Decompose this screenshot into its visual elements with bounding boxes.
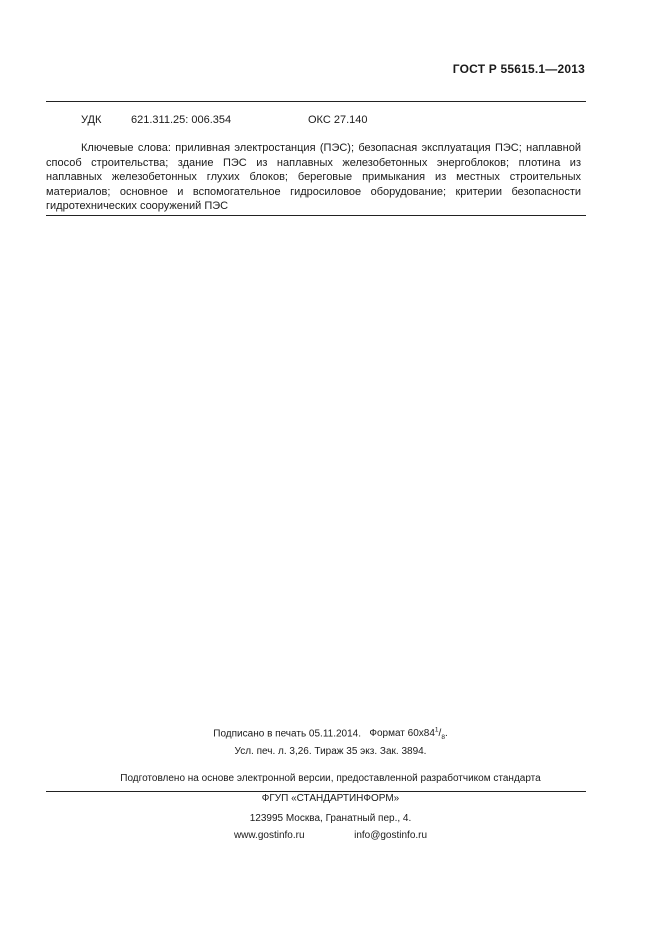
prepared-note: Подготовлено на основе электронной версии, предоставленной разработчиком стандарта bbox=[120, 773, 541, 784]
website-link[interactable]: www.gostinfo.ru bbox=[233, 830, 305, 841]
standard-code: ГОСТ Р 55615.1—2013 bbox=[452, 62, 585, 76]
keywords-divider bbox=[46, 215, 586, 216]
format-numerator: 1 bbox=[434, 727, 439, 734]
publisher-name: ФГУП «СТАНДАРТИНФОРМ» bbox=[261, 793, 400, 804]
print-info: Усл. печ. л. 3,26. Тираж 35 экз. Зак. 3894. bbox=[234, 746, 427, 757]
format-label: Формат 60х84 bbox=[369, 728, 435, 740]
contacts-line bbox=[0, 830, 661, 841]
top-divider bbox=[46, 101, 586, 102]
signed-text: Подписано в печать 05.11.2014. bbox=[213, 728, 362, 740]
publisher-address: 123995 Москва, Гранатный пер., 4. bbox=[249, 813, 412, 824]
format-denominator: 8 bbox=[441, 734, 445, 742]
udk-value: 621.311.25: 006.354 bbox=[131, 114, 232, 126]
signed-line bbox=[0, 727, 661, 741]
oks-value: ОКС 27.140 bbox=[308, 114, 368, 126]
email-link[interactable]: info@gostinfo.ru bbox=[354, 830, 428, 841]
udk-label: УДК bbox=[81, 114, 102, 126]
format-text: Формат $60х84^1/_8$. bbox=[369, 727, 448, 742]
keywords-paragraph: Ключевые слова: приливная электростанция (ПЭС); безопасная эксплуатация ПЭС; наплавной способ строительства; здание ПЭС из наплавных железобетонных энергоблоков; плотина из наплавных железобетонных глухих блоков; береговые примыкания из местных строительных материалов; основное и вспомогательное гидросиловое оборудование; критерии безопасности гидротехнических сооружений ПЭС bbox=[46, 142, 581, 212]
imprint-divider bbox=[46, 791, 586, 792]
